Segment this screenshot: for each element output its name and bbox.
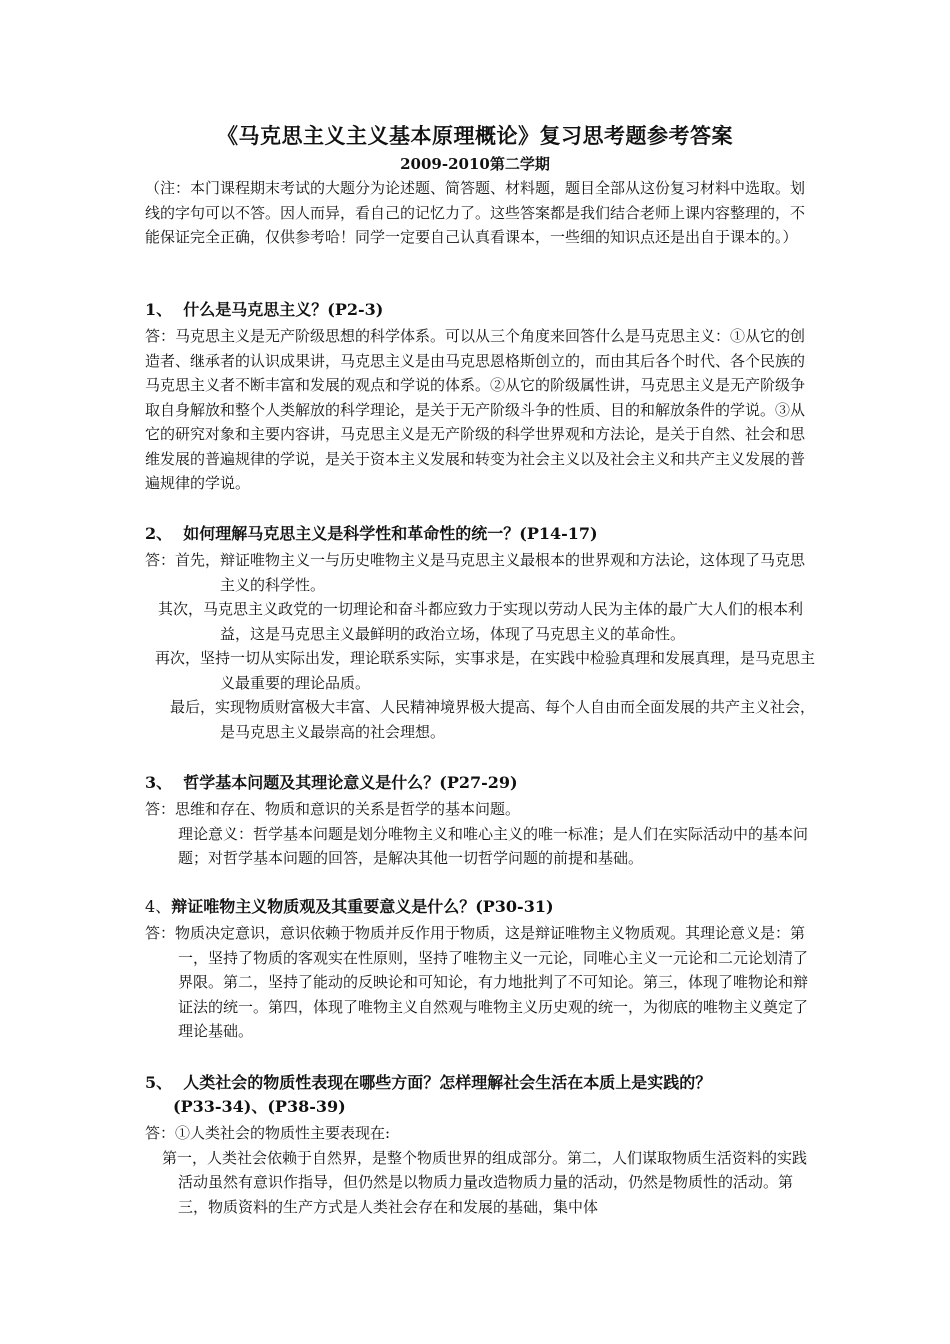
question-text: 辩证唯物主义物质观及其重要意义是什么？(P30-31): [171, 897, 554, 916]
answer-paragraph: 最后，实现物质财富极大丰富、人民精神境界极大提高、每个人自由而全面发展的共产主义社会，是马克思主义最崇高的社会理想。: [170, 698, 816, 741]
answer-paragraph: 答：马克思主义是无产阶级思想的科学体系。可以从三个角度来回答什么是马克思主义：①从它的创造者、继承者的认识成果讲，马克思主义是由马克思恩格斯创立的，而由其后各个时代、各个民族的马克思主义者不断丰富和发展的观点和学说的体系。②从它的阶级属性讲，马克思主义是无产阶级争取自身解放和整个人类解放的科学理论，是关于无产阶级斗争的性质、目的和解放条件的学说。③从它的研究对象和主要内容讲，马克思主义是无产阶级的科学世界观和方法论，是关于自然、社会和思维发展的普遍规律的学说，是关于资本主义发展和转变为社会主义以及社会主义和共产主义发展的普遍规律的学说。: [145, 327, 806, 492]
question-4-heading: [145, 895, 825, 919]
question-text: 如何理解马克思主义是科学性和革命性的统一？(P14-17): [183, 524, 598, 543]
answer-paragraph: 答：思维和存在、物质和意识的关系是哲学的基本问题。: [145, 800, 521, 818]
answer-5: [145, 1121, 815, 1219]
answer-paragraph: 答：①人类社会的物质性主要表现在:: [145, 1124, 391, 1142]
question-3-heading: [145, 771, 825, 795]
document-title: 《马克思主义主义基本原理概论》复习思考题参考答案: [217, 123, 733, 148]
question-1-heading: [145, 298, 825, 322]
answer-paragraph: 再次，坚持一切从实际出发，理论联系实际，实事求是，在实践中检验真理和发展真理，是马克思主义最重要的理论品质。: [155, 649, 816, 692]
document-subtitle: 2009-2010第二学期: [400, 155, 550, 173]
question-page-ref: (P33-34)、(P38-39): [173, 1097, 346, 1116]
answer-paragraph: 答：物质决定意识，意识依赖于物质并反作用于物质，这是辩证唯物主义物质观。其理论意义是：第一，坚持了物质的客观实在性原则，坚持了唯物主义一元论，同唯心主义一元论和二元论划清了界限。第二，坚持了能动的反映论和可知论，有力地批判了不可知论。第三，体现了唯物论和辩证法的统一。第四，体现了唯物主义自然观与唯物主义历史观的统一，为彻底的唯物主义奠定了理论基础。: [145, 924, 809, 1040]
question-text: 人类社会的物质性表现在哪些方面？怎样理解社会生活在本质上是实践的？: [183, 1073, 712, 1092]
answer-paragraph: 第一，人类社会依赖于自然界，是整个物质世界的组成部分。第二，人们谋取物质生活资料的实践活动虽然有意识作指导，但仍然是以物质力量改造物质力量的活动，仍然是物质性的活动。第三，物质资料的生产方式是人类社会存在和发展的基础，集中体: [162, 1148, 808, 1216]
answer-1: [145, 324, 815, 496]
answer-paragraph: 理论意义：哲学基本问题是划分唯物主义和唯心主义的唯一标准；是人们在实际活动中的基本问题；对哲学基本问题的回答，是解决其他一切哲学问题的前提和基础。: [178, 824, 809, 867]
answer-paragraph: 其次，马克思主义政党的一切理论和奋斗都应致力于实现以劳动人民为主体的最广大人们的根本利益，这是马克思主义最鲜明的政治立场，体现了马克思主义的革命性。: [158, 600, 804, 643]
question-number: 4、: [145, 897, 172, 916]
answer-paragraph: 答：首先，辩证唯物主义一与历史唯物主义是马克思主义最根本的世界观和方法论，这体现了马克思主义的科学性。: [145, 551, 806, 594]
answer-3: [145, 797, 815, 871]
question-2-heading: [145, 522, 825, 546]
intro-note: （注：本门课程期末考试的大题分为论述题、简答题、材料题，题目全部从这份复习材料中选取。划线的字句可以不答。因人而异，看自己的记忆力了。这些答案都是我们结合老师上课内容整理的，不能保证完全正确，仅供参考哈！同学一定要自己认真看课本，一些细的知识点还是出自于课本的。）: [145, 179, 806, 246]
question-number: 1、: [145, 300, 173, 319]
question-5-heading: [145, 1071, 825, 1119]
answer-2: [145, 548, 815, 744]
question-number: 5、: [145, 1073, 173, 1092]
answer-4: [145, 921, 815, 1044]
question-text: 哲学基本问题及其理论意义是什么？(P27-29): [183, 773, 518, 792]
question-text: 什么是马克思主义？(P2-3): [183, 300, 384, 319]
question-number: 2、: [145, 524, 173, 543]
question-number: 3、: [145, 773, 173, 792]
